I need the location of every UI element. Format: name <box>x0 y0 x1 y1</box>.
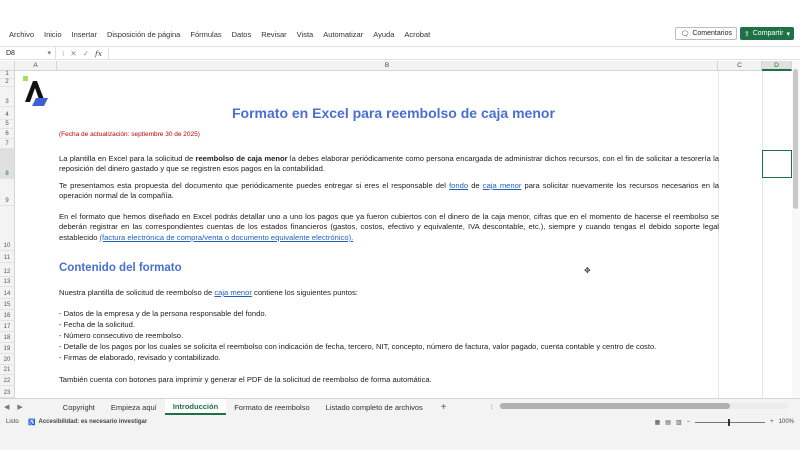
list-item: - Firmas de elaborado, revisado y contabilizado. <box>59 353 221 362</box>
paragraph-intro <box>59 154 719 175</box>
link-caja-menor[interactable]: caja menor <box>482 181 522 190</box>
row-header[interactable]: 17 <box>0 321 15 332</box>
menu-vista[interactable]: Vista <box>296 29 314 39</box>
text: La plantilla en Excel para la solicitud de <box>59 154 196 163</box>
row-header[interactable]: 4 <box>0 107 15 120</box>
link-fondo[interactable]: fondo <box>449 181 469 190</box>
list-item: - Datos de la empresa y de la persona responsable del fondo. <box>59 309 267 318</box>
tab-next-icon[interactable]: ▶ <box>17 404 23 411</box>
text: la debes elaborar periódicamente como persona encargada de administrar dichos recursos, con el fin de solicitar a tesorería la reposición del dinero gastado y que se registren esos pagos en la contabilidad. <box>59 154 719 174</box>
paragraph-closing: También cuenta con botones para imprimir y generar el PDF de la solicitud de reembolso de forma automática. <box>59 375 432 384</box>
name-box[interactable] <box>0 47 56 59</box>
horizontal-scrollbar[interactable] <box>498 403 788 409</box>
share-button[interactable] <box>740 27 794 40</box>
comments-label: Comentarios <box>692 30 732 37</box>
menu-automatizar[interactable]: Automatizar <box>323 29 364 39</box>
zoom-control <box>655 415 794 429</box>
status-ready: Listo <box>6 419 19 425</box>
text: En el formato que hemos diseñado en Excel podrás detallar uno a uno los pagos que ya fueron cubiertos con el dinero de la caja menor, cifras que en el momento de hacerse el reembolso se deberán registrar en las correspondientes cuentas de los estados financieros (gastos, costos, efectivo y equivalente, IVA descontable, etc.), siempre y cuando tengas el debido soporte legal establecido <box>59 212 719 242</box>
paragraph-proposal <box>59 181 719 202</box>
formula-controls <box>56 49 108 58</box>
row-header[interactable]: 7 <box>0 139 15 149</box>
accessibility-icon: ♿ <box>28 419 36 426</box>
tab-introduccion[interactable]: Introducción <box>165 399 226 415</box>
list-item: - Detalle de los pagos por los cuales se solicita el reembolso con indicación de fecha, tercero, NIT, concepto, número de factura, valor pagado, cuenta contable y centro de costo. <box>59 342 657 351</box>
zoom-slider[interactable] <box>695 422 765 423</box>
link-caja-menor-2[interactable]: caja menor <box>214 288 252 297</box>
tab-prev-icon[interactable]: ◀ <box>4 404 10 411</box>
menu-ayuda[interactable]: Ayuda <box>373 29 395 39</box>
formula-bar <box>0 46 800 60</box>
more-icon: ⁝ <box>62 48 65 58</box>
menu-disposicion[interactable]: Disposición de página <box>106 29 181 39</box>
row-header[interactable]: 1 <box>0 71 15 79</box>
menu-inicio[interactable]: Inicio <box>44 29 62 39</box>
normal-view-icon[interactable]: ▦ <box>654 419 661 426</box>
status-bar <box>0 415 800 429</box>
row-header[interactable]: 20 <box>0 354 15 365</box>
page-layout-icon[interactable]: ▤ <box>665 419 671 426</box>
menu-insertar[interactable]: Insertar <box>71 29 97 39</box>
row-header[interactable]: 21 <box>0 365 15 375</box>
row-header[interactable]: 22 <box>0 375 15 386</box>
list-item: - Número consecutivo de reembolso. <box>59 331 184 340</box>
row-header[interactable]: 18 <box>0 332 15 343</box>
menu-formulas[interactable]: Fórmulas <box>190 29 222 39</box>
section-title: Contenido del formato <box>59 262 182 274</box>
selected-cell-d8[interactable] <box>762 150 792 178</box>
row-header[interactable]: 2 <box>0 79 15 87</box>
row-header[interactable]: 15 <box>0 299 15 310</box>
column-header-c[interactable]: C <box>718 61 762 71</box>
row-header[interactable]: 3 <box>0 87 15 107</box>
row-header[interactable]: 8 <box>0 149 15 179</box>
accessibility-status[interactable] <box>28 419 147 426</box>
menu-datos[interactable]: Datos <box>231 29 252 39</box>
more-options-icon[interactable]: ⁝ <box>490 404 493 411</box>
function-icon[interactable]: fx <box>94 48 102 58</box>
scrollbar-thumb[interactable] <box>500 403 730 409</box>
paragraph-contents <box>59 288 719 298</box>
link-factura-electronica[interactable]: (factura electrónica de compra/venta o documento equivalente electrónico). <box>99 232 354 242</box>
row-header[interactable]: 23 <box>0 386 15 398</box>
update-date: (Fecha de actualización: septiembre 30 de 2025) <box>59 131 200 138</box>
scrollbar-thumb[interactable] <box>793 69 798 209</box>
tab-formato-reembolso[interactable]: Formato de reembolso <box>234 402 310 412</box>
formula-input[interactable] <box>108 48 792 59</box>
row-header[interactable]: 19 <box>0 343 15 354</box>
page-title: Formato en Excel para reembolso de caja menor <box>232 105 555 121</box>
row-header[interactable]: 11 <box>0 251 15 263</box>
select-all-corner[interactable] <box>0 61 15 71</box>
zoom-out-icon[interactable]: − <box>686 419 691 425</box>
bottom-strip <box>0 429 800 450</box>
text: Nuestra plantilla de solicitud de reembolso de <box>59 288 215 297</box>
row-header[interactable]: 10 <box>0 206 15 251</box>
chevron-down-icon: ▾ <box>786 30 790 38</box>
content-list <box>59 308 656 363</box>
text: Te presentamos esta propuesta del documento que periódicamente puedes entregar si eres el responsable del <box>59 181 450 190</box>
brand-logo-icon <box>22 76 48 106</box>
column-header-a[interactable]: A <box>15 61 57 71</box>
accessibility-label: Accesibilidad: es necesario investigar <box>38 419 148 425</box>
menu-archivo[interactable]: Archivo <box>9 29 35 39</box>
paragraph-format <box>59 212 719 243</box>
comment-icon: 🗨 <box>680 30 690 38</box>
vertical-scrollbar[interactable] <box>792 61 800 398</box>
tab-listado-archivos[interactable]: Listado completo de archivos <box>325 402 423 412</box>
menu-acrobat[interactable]: Acrobat <box>404 29 431 39</box>
chevron-down-icon: ▾ <box>47 50 51 57</box>
menu-revisar[interactable]: Revisar <box>261 29 287 39</box>
zoom-slider-knob[interactable] <box>728 419 730 426</box>
row-header[interactable]: 12 <box>0 263 15 277</box>
share-icon: ⇪ <box>743 30 750 38</box>
row-header[interactable]: 9 <box>0 179 15 206</box>
list-item: - Fecha de la solicitud. <box>59 320 135 329</box>
sheet-content <box>0 71 800 398</box>
text: de <box>468 181 483 190</box>
column-header-b[interactable]: B <box>57 61 718 71</box>
comments-button[interactable] <box>675 27 737 40</box>
zoom-in-icon[interactable]: + <box>770 419 774 425</box>
text: contiene los siguientes puntos: <box>251 288 358 297</box>
row-header[interactable]: 6 <box>0 129 15 139</box>
column-header-d[interactable]: D <box>762 61 792 71</box>
confirm-icon[interactable]: ✓ <box>82 48 89 58</box>
text: para solicitar nuevamente los recursos necesarios en la operación normal de la compañía. <box>59 181 719 201</box>
tab-copyright[interactable]: Copyright <box>62 402 95 412</box>
zoom-level: 100% <box>778 419 794 425</box>
cell-reference: D8 <box>6 49 15 57</box>
add-sheet-icon[interactable]: + <box>440 401 447 413</box>
cancel-icon[interactable]: ✕ <box>70 48 77 58</box>
row-header[interactable]: 16 <box>0 310 15 321</box>
tab-empieza-aqui[interactable]: Empieza aquí <box>110 402 157 412</box>
move-cursor-icon: ✥ <box>584 266 591 275</box>
row-header[interactable]: 14 <box>0 287 15 299</box>
page-break-icon[interactable]: ▥ <box>675 419 682 426</box>
share-label: Compartir <box>752 30 784 37</box>
bold-text: reembolso de caja menor <box>195 154 288 163</box>
row-header[interactable]: 5 <box>0 120 15 129</box>
row-header[interactable]: 13 <box>0 277 15 287</box>
